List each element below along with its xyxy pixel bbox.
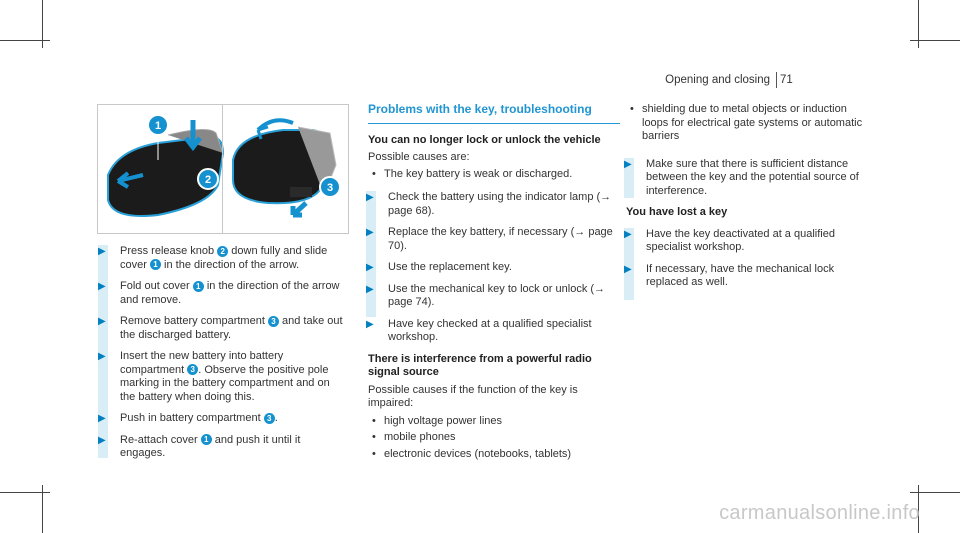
lock-steps (368, 191, 620, 345)
arrow-icon: ▶ (624, 228, 632, 240)
arrow-icon: ▶ (366, 283, 374, 295)
arrow-icon: ▶ (366, 318, 374, 330)
step-item: ▶ Use the mechanical key to lock or unlock (→ page 74). (366, 282, 606, 308)
key-right-illustration (233, 120, 336, 215)
step-item: ▶ Re-attach cover 1 and push it until it engages. (98, 433, 301, 459)
callout-number: 3 (264, 413, 275, 424)
lost-key-steps (626, 228, 876, 290)
key-left-illustration (108, 120, 223, 216)
step-item: ▶ Have the key deactivated at a qualified specialist workshop. (624, 227, 835, 253)
list-item: • mobile phones (368, 431, 620, 445)
step-item: ▶ Press release knob 2 down fully and slide cover 1 in the direction of the arrow. (98, 245, 328, 271)
interference-intro: Possible causes if the function of the key is impaired: (368, 383, 578, 409)
causes-intro: Possible causes are: (368, 151, 470, 163)
battery-replacement-steps (100, 245, 345, 469)
list-item: • shielding due to metal objects or induction loops for electrical gate systems or automatic barriers (626, 103, 876, 144)
arrow-icon: ▶ (98, 246, 106, 257)
callout-number: 1 (201, 434, 212, 445)
callout-number: 3 (268, 316, 279, 327)
step-item: ▶ Have key checked at a qualified specialist workshop. (366, 317, 592, 343)
arrow-icon: ▶ (366, 262, 374, 273)
interference-list (368, 415, 620, 462)
watermark: carmanualsonline.info (719, 502, 920, 524)
arrow-icon: ▶ (98, 281, 106, 292)
step-item: ▶ Insert the new battery into battery compartment 3 . Observe the positive pole marking in the battery compartment and on the battery when doing this. (98, 350, 330, 403)
crop-mark (0, 492, 50, 493)
svg-text:2: 2 (204, 174, 212, 186)
arrow-icon: ▶ (624, 158, 632, 170)
callout-3 (320, 177, 340, 197)
arrow-icon: ▶ (366, 192, 374, 203)
callout-number: 3 (187, 364, 198, 375)
subheading-lost-key: You have lost a key (626, 206, 728, 218)
subheading-lock: You can no longer lock or unlock the vehicle (368, 133, 601, 146)
distance-step (626, 158, 876, 199)
page-number: 71 (780, 74, 793, 86)
subheading-interference: There is interference from a powerful radio signal source (368, 352, 592, 378)
arrow-icon: ▶ (98, 413, 106, 424)
step-item: ▶ Fold out cover 1 in the direction of the arrow and remove. (98, 280, 340, 306)
header-divider (776, 72, 777, 88)
troubleshooting-section (368, 103, 620, 464)
step-item: ▶ Use the replacement key. (366, 261, 512, 273)
step-item: ▶ If necessary, have the mechanical lock replaced as well. (624, 262, 835, 288)
list-item: • high voltage power lines (368, 415, 620, 429)
callout-number: 2 (217, 246, 228, 257)
list-item: • electronic devices (notebooks, tablets) (368, 448, 620, 462)
step-item: ▶ Remove battery compartment 3 and take out the discharged battery. (98, 315, 343, 341)
step-item: ▶ Check the battery using the indicator lamp (→ page 68). (366, 191, 612, 217)
svg-text:1: 1 (154, 120, 162, 132)
step-item: ▶ Make sure that there is sufficient distance between the key and the potential source of interference. (624, 157, 859, 197)
callout-2 (198, 169, 218, 189)
section-title: Opening and closing (665, 74, 770, 86)
right-column (626, 103, 876, 298)
crop-mark (0, 40, 50, 41)
arrow-icon: ▶ (366, 227, 374, 238)
crop-mark (910, 40, 960, 41)
arrow-icon: ▶ (98, 316, 106, 327)
svg-text:3: 3 (326, 182, 334, 194)
callout-number: 1 (150, 259, 161, 270)
step-item: ▶ Replace the key battery, if necessary (→ page 70). (366, 226, 613, 252)
crop-mark (910, 492, 960, 493)
step-item: ▶ Push in battery compartment 3 . (98, 412, 278, 424)
section-heading: Problems with the key, troubleshooting (368, 103, 620, 124)
arrow-icon: ▶ (624, 263, 632, 275)
arrow-icon: ▶ (98, 434, 106, 446)
key-battery-figure (97, 104, 349, 234)
key-illustration (98, 105, 348, 233)
callout-number: 1 (193, 281, 204, 292)
figure-divider (222, 104, 223, 234)
list-item: • The key battery is weak or discharged. (368, 168, 620, 182)
arrow-icon: ▶ (98, 351, 106, 362)
